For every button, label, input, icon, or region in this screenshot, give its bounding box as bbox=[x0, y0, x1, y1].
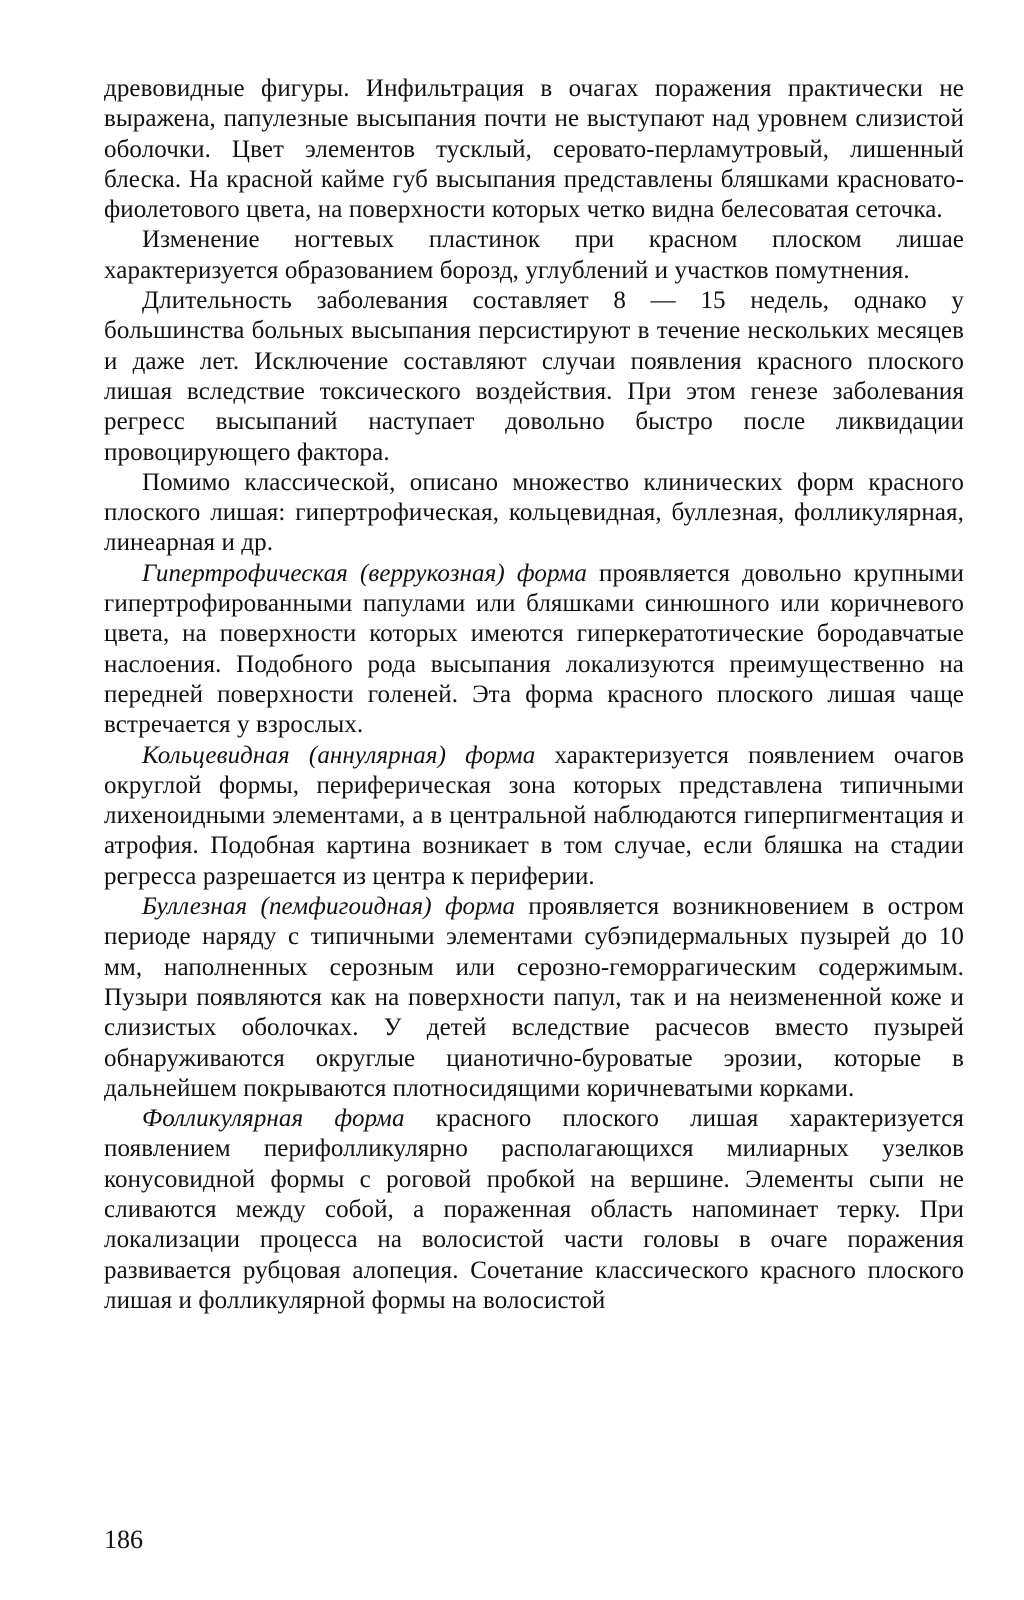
paragraph-1 bbox=[104, 74, 964, 225]
paragraph-text: Изменение ногтевых пластинок при красном плоском лишае характеризуется образованием борозд, углублений и участков помутнения. bbox=[104, 226, 964, 284]
page-number: 186 bbox=[104, 1525, 143, 1554]
paragraph-7 bbox=[104, 892, 964, 1104]
form-term-italic: Гипертрофическая (веррукозная) форма bbox=[142, 559, 587, 587]
paragraph-5 bbox=[104, 559, 964, 741]
form-term-italic: Кольцевидная (аннулярная) форма bbox=[142, 741, 536, 769]
paragraph-text: Помимо классической, описано множество клинических форм красного плоского лишая: гипертрофическая, кольцевидная, буллезная, фолликулярная, линеарная и др. bbox=[104, 468, 964, 557]
paragraph-4 bbox=[104, 468, 964, 559]
paragraph-6 bbox=[104, 741, 964, 892]
paragraph-text: характеризуется появлением очагов округлой формы, периферическая зона которых представлена типичными лихеноидными элементами, а в центральной наблюдаются гиперпигментация и атрофия. Подобная картина возникает в том случае, если бляшка на стадии регресса разрешается из центра к периферии. bbox=[104, 741, 964, 890]
paragraph-text: древовидные фигуры. Инфильтрация в очагах поражения практически не выражена, папулезные высыпания почти не выступают над уровнем слизистой оболочки. Цвет элементов тусклый, серовато-перламутровый, лишенный блеска. На красной кайме губ высыпания представлены бляшками красновато-фиолетового цвета, на поверхности которых четко видна белесоватая сеточка. bbox=[104, 75, 964, 224]
paragraph-8 bbox=[104, 1104, 964, 1316]
paragraph-text: проявляется возникновением в остром периоде наряду с типичными элементами субэпидермальных пузырей до 10 мм, наполненных серозным или серозно-геморрагическим содержимым. Пузыри появляются как на поверхности папул, так и на неизмененной коже и слизистых оболочках. У детей вследствие расчесов вместо пузырей обнаруживаются округлые цианотично-буроватые эрозии, которые в дальнейшем покрываются плотносидящими коричневатыми корками. bbox=[104, 893, 964, 1102]
paragraph-text: проявляется довольно крупными гипертрофированными папулами или бляшками синюшного или коричневого цвета, на поверхности которых имеются гиперкератотические бородавчатые наслоения. Подобного рода высыпания локализуются преимущественно на передней поверхности голеней. Эта форма красного плоского лишая чаще встречается у взрослых. bbox=[104, 559, 964, 739]
body-text bbox=[104, 74, 964, 1316]
paragraph-text: красного плоского лишая характеризуется появлением перифолликулярно располагающихся милиарных узелков конусовидной формы с роговой пробкой на вершине. Элементы сыпи не сливаются между собой, а пораженная область напоминает терку. При локализации процесса на волосистой части головы в очаге поражения развивается рубцовая алопеция. Сочетание классического красного плоского лишая и фолликулярной формы на волосистой bbox=[104, 1105, 965, 1314]
form-term-italic: Буллезная (пемфигоидная) форма bbox=[142, 893, 516, 921]
paragraph-3 bbox=[104, 286, 964, 468]
form-term-italic: Фолликулярная форма bbox=[142, 1105, 405, 1133]
paragraph-2 bbox=[104, 225, 964, 286]
paragraph-text: Длительность заболевания составляет 8 — 15 недель, однако у большинства больных высыпания персистируют в течение нескольких месяцев и даже лет. Исключение составляют случаи появления красного плоского лишая вследствие токсического воздействия. При этом генезе заболевания регресс высыпаний наступает довольно быстро после ликвидации провоцирующего фактора. bbox=[104, 287, 964, 466]
